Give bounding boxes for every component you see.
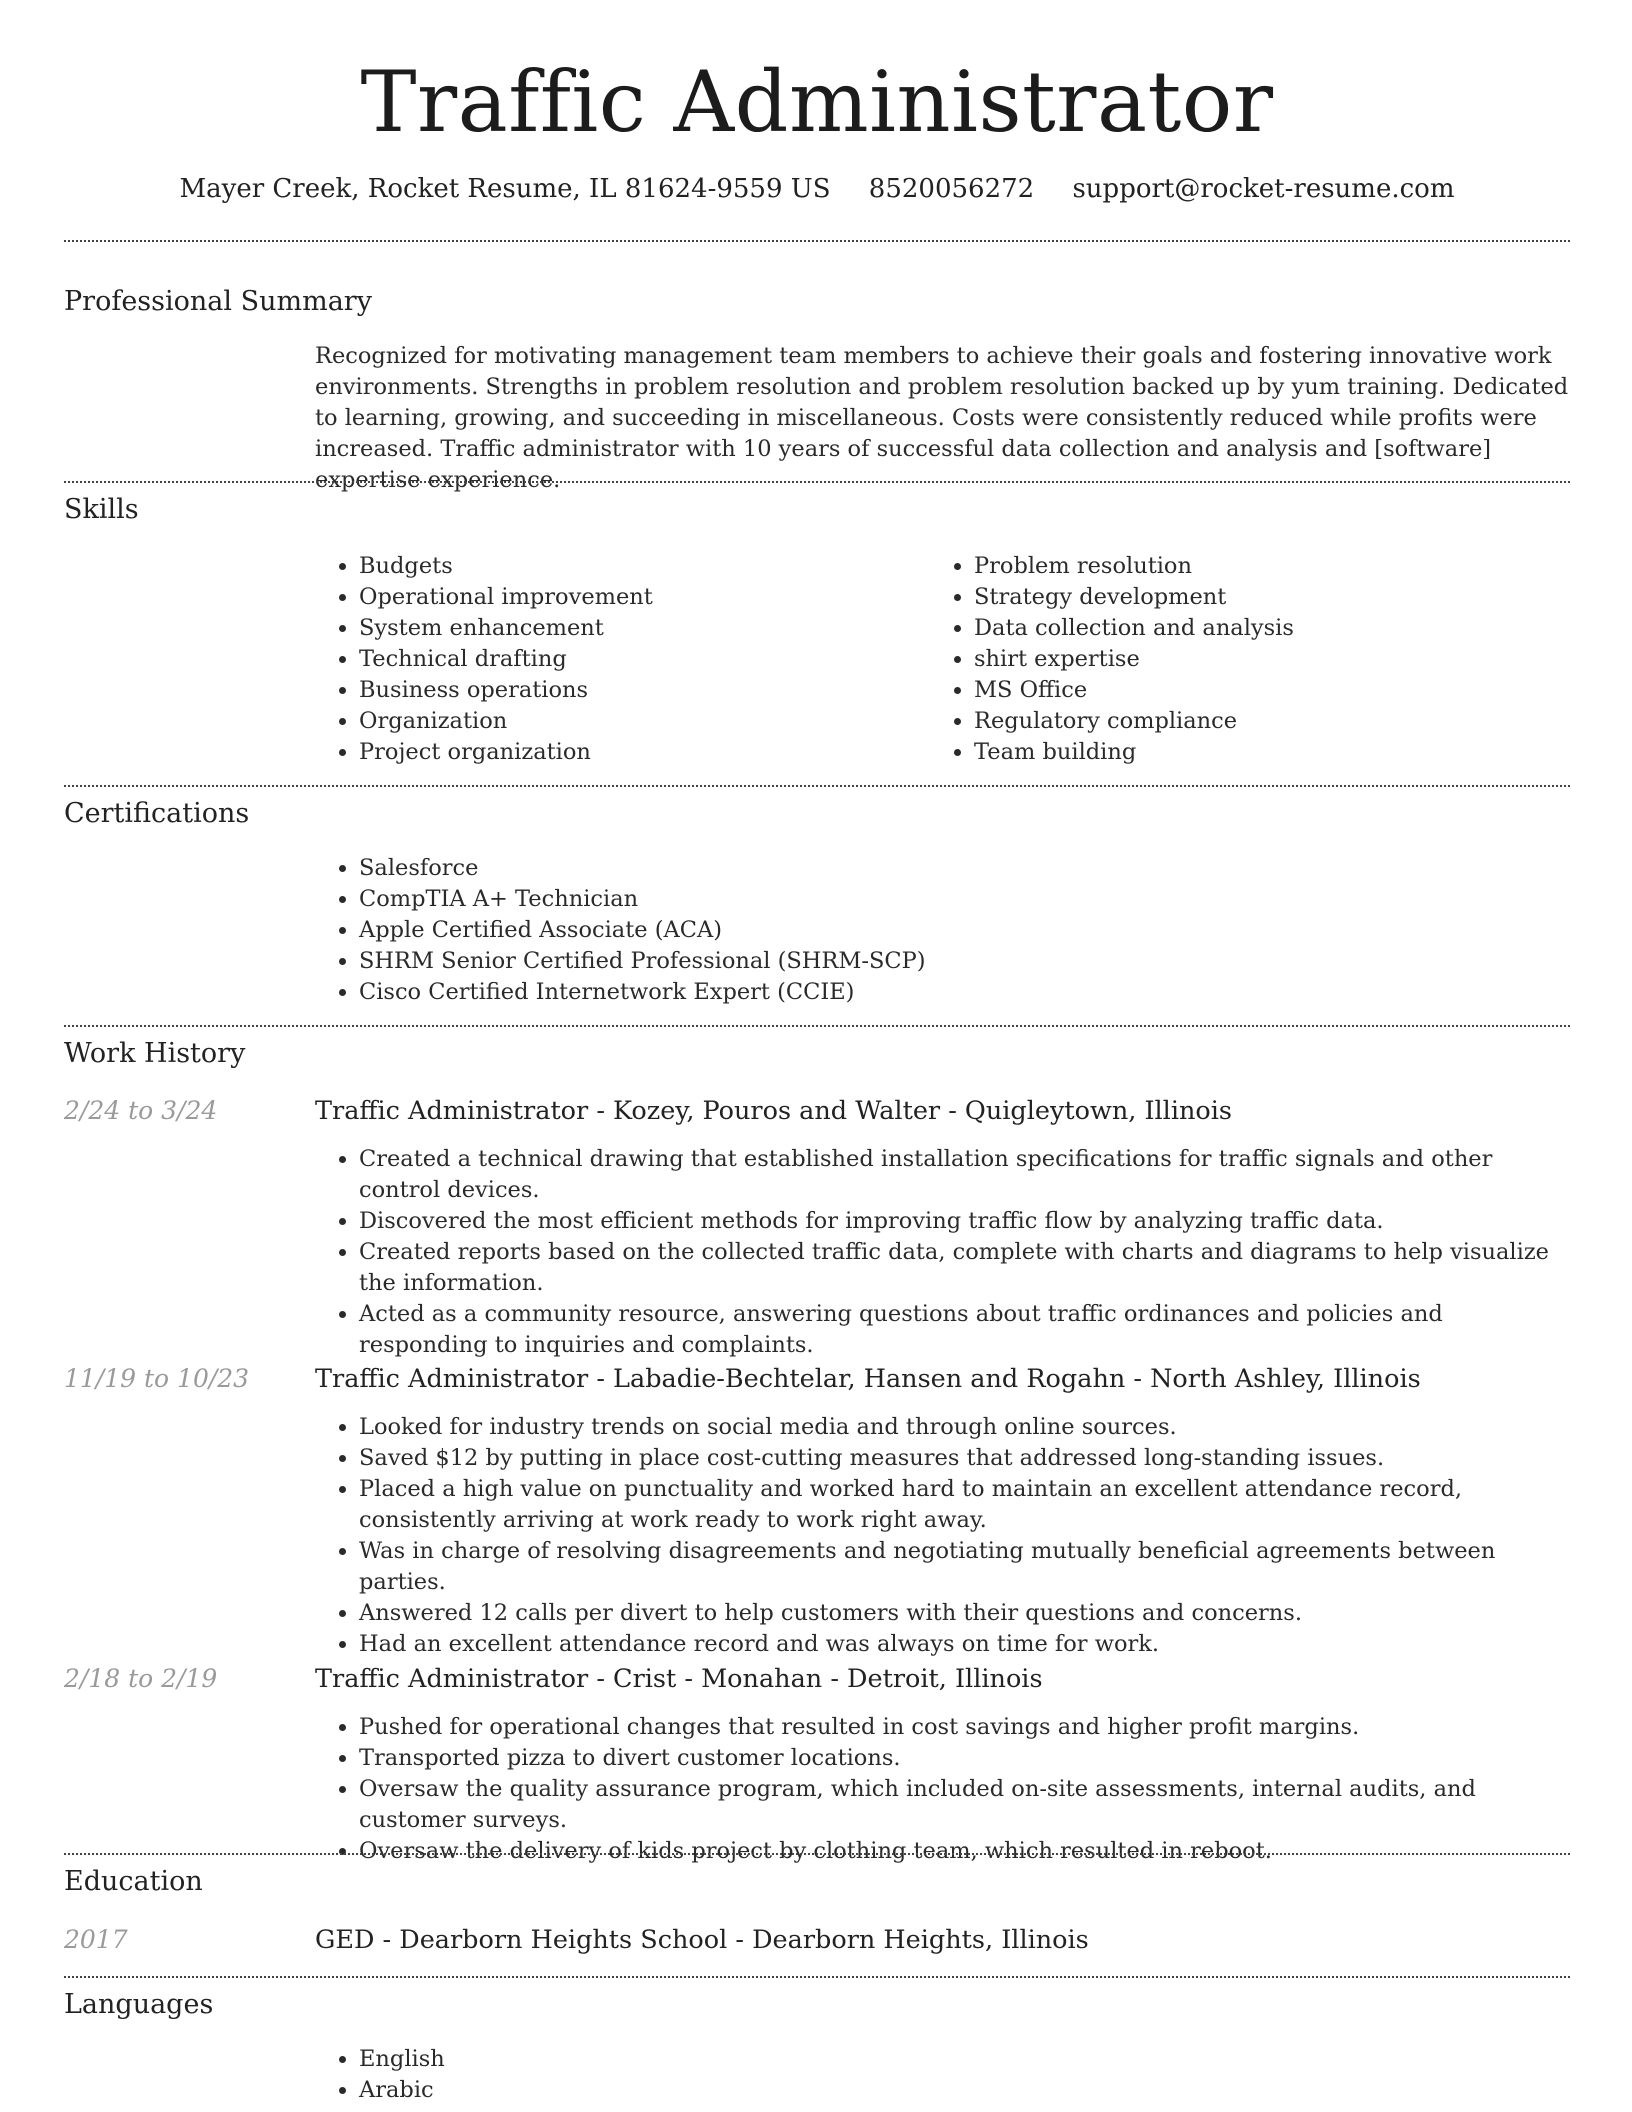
job-bullets <box>315 1712 1569 1867</box>
skill-item: • Regulatory compliance <box>974 706 1594 737</box>
language-item: • Arabic <box>359 2075 959 2106</box>
job-bullets <box>315 1412 1569 1660</box>
section-title-skills: Skills <box>64 494 139 525</box>
certification-item: • Apple Certified Associate (ACA) <box>359 915 1559 946</box>
divider <box>64 1025 1570 1027</box>
job-heading: Traffic Administrator - Labadie-Bechtelar, Hansen and Rogahn - North Ashley, Illinois <box>315 1364 1421 1394</box>
job-bullet: • Created reports based on the collected traffic data, complete with charts and diagrams to help visualize the information. <box>359 1237 1569 1299</box>
skill-item: • Project organization <box>359 737 919 768</box>
summary-text: Recognized for motivating management team members to achieve their goals and fostering innovative work environments. Strengths in problem resolution and problem resolution backed up by yum training. Dedicated to learning, growing, and succeeding in miscellaneous. Costs were consistently reduced while profits were increased. Traffic administrator with 10 years of successful data collection and analysis and [software] expertise experience. <box>315 343 1569 493</box>
skill-item: • Problem resolution <box>974 551 1594 582</box>
certification-item: • SHRM Senior Certified Professional (SHRM-SCP) <box>359 946 1559 977</box>
contact-email: support@rocket-resume.com <box>1072 174 1455 204</box>
divider <box>64 481 1570 483</box>
skills-list-right <box>930 551 1594 768</box>
skills-list-left <box>315 551 919 768</box>
section-title-summary: Professional Summary <box>64 286 372 317</box>
job-bullet: • Was in charge of resolving disagreements and negotiating mutually beneficial agreements between parties. <box>359 1536 1569 1598</box>
job-heading: Traffic Administrator - Crist - Monahan - Detroit, Illinois <box>315 1664 1043 1694</box>
section-title-certifications: Certifications <box>64 798 250 829</box>
skill-item: • Business operations <box>359 675 919 706</box>
job-bullet: • Discovered the most efficient methods for improving traffic flow by analyzing traffic data. <box>359 1206 1569 1237</box>
job-bullet: • Had an excellent attendance record and was always on time for work. <box>359 1629 1569 1660</box>
job-bullet: • Placed a high value on punctuality and worked hard to maintain an excellent attendance record, consistently arriving at work ready to work right away. <box>359 1474 1569 1536</box>
job-dates: 2/18 to 2/19 <box>64 1664 218 1693</box>
certification-item: • Cisco Certified Internetwork Expert (CCIE) <box>359 977 1559 1008</box>
job-bullet: • Oversaw the quality assurance program, which included on-site assessments, internal audits, and customer surveys. <box>359 1774 1569 1836</box>
languages-list <box>315 2044 959 2106</box>
certification-item: • Salesforce <box>359 853 1559 884</box>
job-heading: Traffic Administrator - Kozey, Pouros and Walter - Quigleytown, Illinois <box>315 1096 1233 1126</box>
divider <box>64 1976 1570 1978</box>
certifications-list <box>315 853 1559 1008</box>
contact-line <box>64 172 1570 206</box>
contact-address: Mayer Creek, Rocket Resume, IL 81624-9559 US <box>179 174 831 204</box>
section-title-education: Education <box>64 1866 203 1897</box>
candidate-name: Traffic Administrator <box>360 53 1274 151</box>
job-bullet: • Saved $12 by putting in place cost-cutting measures that addressed long-standing issues. <box>359 1443 1569 1474</box>
skill-item: • Operational improvement <box>359 582 919 613</box>
job-bullets <box>315 1144 1569 1361</box>
job-bullet: • Answered 12 calls per divert to help customers with their questions and concerns. <box>359 1598 1569 1629</box>
skill-item: • Organization <box>359 706 919 737</box>
education-year: 2017 <box>64 1925 128 1954</box>
section-title-languages: Languages <box>64 1989 214 2020</box>
certification-item: • CompTIA A+ Technician <box>359 884 1559 915</box>
skill-item: • System enhancement <box>359 613 919 644</box>
skill-item: • Strategy development <box>974 582 1594 613</box>
job-bullet: • Oversaw the delivery of kids project by clothing team, which resulted in reboot. <box>359 1836 1569 1867</box>
education-detail: GED - Dearborn Heights School - Dearborn Heights, Illinois <box>315 1925 1089 1955</box>
job-bullet: • Looked for industry trends on social media and through online sources. <box>359 1412 1569 1443</box>
skill-item: • Budgets <box>359 551 919 582</box>
skill-item: • Data collection and analysis <box>974 613 1594 644</box>
contact-phone: 8520056272 <box>868 174 1035 204</box>
divider <box>64 240 1570 242</box>
job-dates: 11/19 to 10/23 <box>64 1364 250 1393</box>
skill-item: • MS Office <box>974 675 1594 706</box>
job-dates: 2/24 to 3/24 <box>64 1096 218 1125</box>
divider <box>64 785 1570 787</box>
job-bullet: • Acted as a community resource, answering questions about traffic ordinances and policies and responding to inquiries and complaints. <box>359 1299 1569 1361</box>
job-bullet: • Pushed for operational changes that resulted in cost savings and higher profit margins. <box>359 1712 1569 1743</box>
job-bullet: • Transported pizza to divert customer locations. <box>359 1743 1569 1774</box>
section-title-work-history: Work History <box>64 1038 246 1069</box>
divider <box>64 1853 1570 1855</box>
skill-item: • Technical drafting <box>359 644 919 675</box>
job-bullet: • Created a technical drawing that established installation specifications for traffic signals and other control devices. <box>359 1144 1569 1206</box>
skill-item: • shirt expertise <box>974 644 1594 675</box>
skill-item: • Team building <box>974 737 1594 768</box>
language-item: • English <box>359 2044 959 2075</box>
